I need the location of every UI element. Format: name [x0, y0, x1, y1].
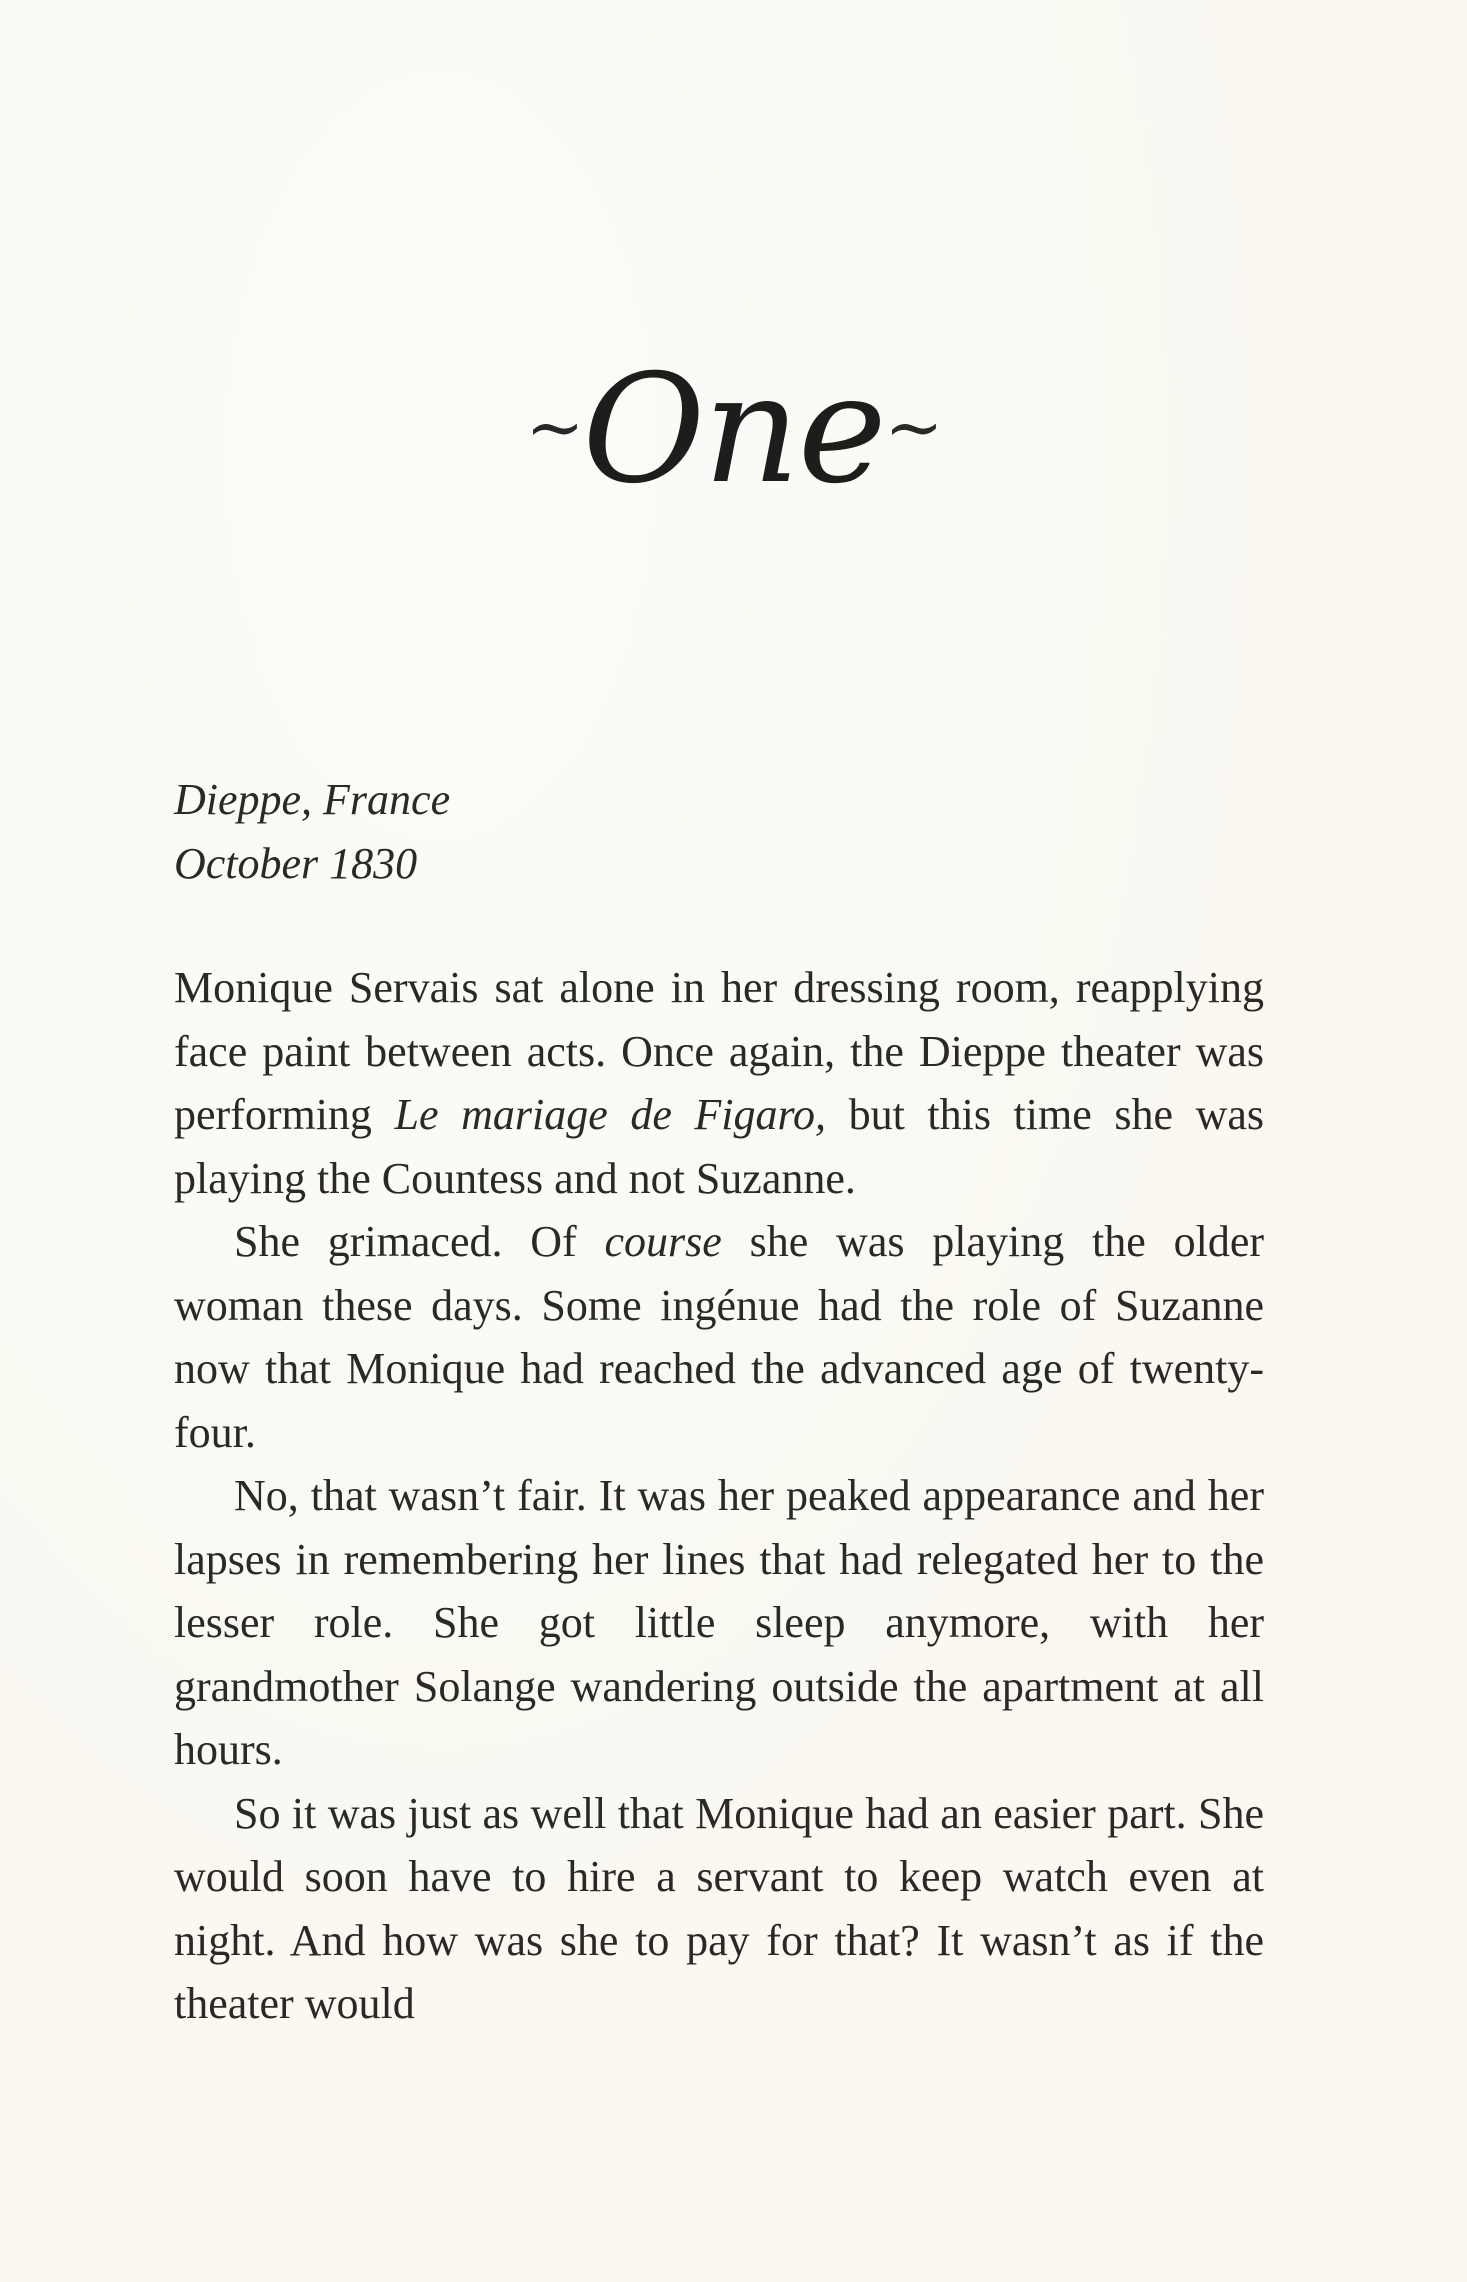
- dateline: [174, 768, 450, 896]
- body-text: [174, 956, 1264, 2036]
- chapter-title: One: [582, 343, 885, 517]
- paragraph-2-text-a: She grimaced. Of: [234, 1217, 605, 1266]
- paragraph-2: [174, 1210, 1264, 1464]
- paragraph-4: So it was just as well that Monique had an easier part. She would soon have to hire a servant to keep watch even at night. And how was she to pay for that? It wasn’t as if the theater would: [174, 1788, 1264, 2028]
- paragraph-1-italic: Le mariage de Figaro,: [394, 1090, 827, 1139]
- paragraph-2-text-b: she was playing the older woman these days. Some ingénue had the role of Suzanne now that Monique had reached the advanced age of twenty-four.: [174, 1217, 1264, 1457]
- dateline-place: Dieppe, France: [174, 775, 451, 824]
- chapter-heading: [0, 343, 1467, 517]
- paragraph-1-text-b: but this time she was playing the Countess and not Suzanne.: [174, 1090, 1264, 1203]
- left-flourish-icon: ~: [525, 386, 583, 468]
- paragraph-3: No, that wasn’t fair. It was her peaked appearance and her lapses in remembering her lines that had relegated her to the lesser role. She got little sleep anymore, with her grandmother Solange wandering outside the apartment at all hours.: [174, 1471, 1264, 1774]
- paragraph-1-text-a: Monique Servais sat alone in her dressing room, reapplying face paint between acts. Once again, the Dieppe theater was performing: [174, 963, 1264, 1139]
- dateline-date: October 1830: [174, 839, 418, 888]
- paragraph-1: [174, 956, 1264, 1210]
- right-flourish-icon: ~: [884, 386, 942, 468]
- paragraph-2-italic: course: [604, 1217, 722, 1266]
